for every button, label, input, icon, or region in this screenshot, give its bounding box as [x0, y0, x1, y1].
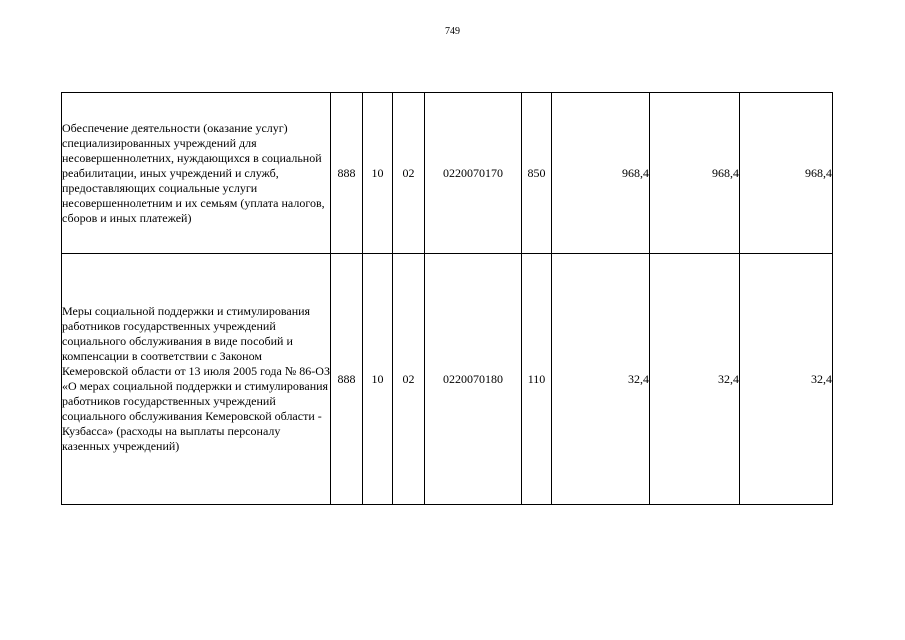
- expense-type-cell: 110: [522, 254, 552, 505]
- table-row: [62, 254, 833, 505]
- subsection-cell: 02: [393, 254, 425, 505]
- amount-cell-1: 968,4: [552, 93, 650, 254]
- amount-cell-3: 968,4: [740, 93, 833, 254]
- section-cell: 10: [363, 93, 393, 254]
- ministry-code-cell: 888: [331, 93, 363, 254]
- target-article-cell: 0220070170: [425, 93, 522, 254]
- target-article-cell: 0220070180: [425, 254, 522, 505]
- row-description: Обеспечение деятельности (оказание услуг) специализированных учреждений для несовершеннолетних, нуждающихся в социальной реабилитации, иных учреждений и служб, предоставляющих социальные услуги несовершеннолетним и их семьям (уплата налогов, сборов и иных платежей): [62, 93, 331, 254]
- table-row: [62, 93, 833, 254]
- budget-table: [61, 92, 833, 505]
- expense-type-cell: 850: [522, 93, 552, 254]
- page-number: 749: [445, 26, 460, 37]
- ministry-code-cell: 888: [331, 254, 363, 505]
- amount-cell-3: 32,4: [740, 254, 833, 505]
- amount-cell-2: 32,4: [650, 254, 740, 505]
- subsection-cell: 02: [393, 93, 425, 254]
- row-description: Меры социальной поддержки и стимулирования работников государственных учреждений социального обслуживания в виде пособий и компенсации в соответствии с Законом Кемеровской области от 13 июля 2005 года № 86-ОЗ «О мерах социальной поддержки и стимулирования работников государственных учреждений социального обслуживания Кемеровской области - Кузбасса» (расходы на выплаты персоналу казенных учреждений): [62, 254, 331, 505]
- amount-cell-2: 968,4: [650, 93, 740, 254]
- section-cell: 10: [363, 254, 393, 505]
- amount-cell-1: 32,4: [552, 254, 650, 505]
